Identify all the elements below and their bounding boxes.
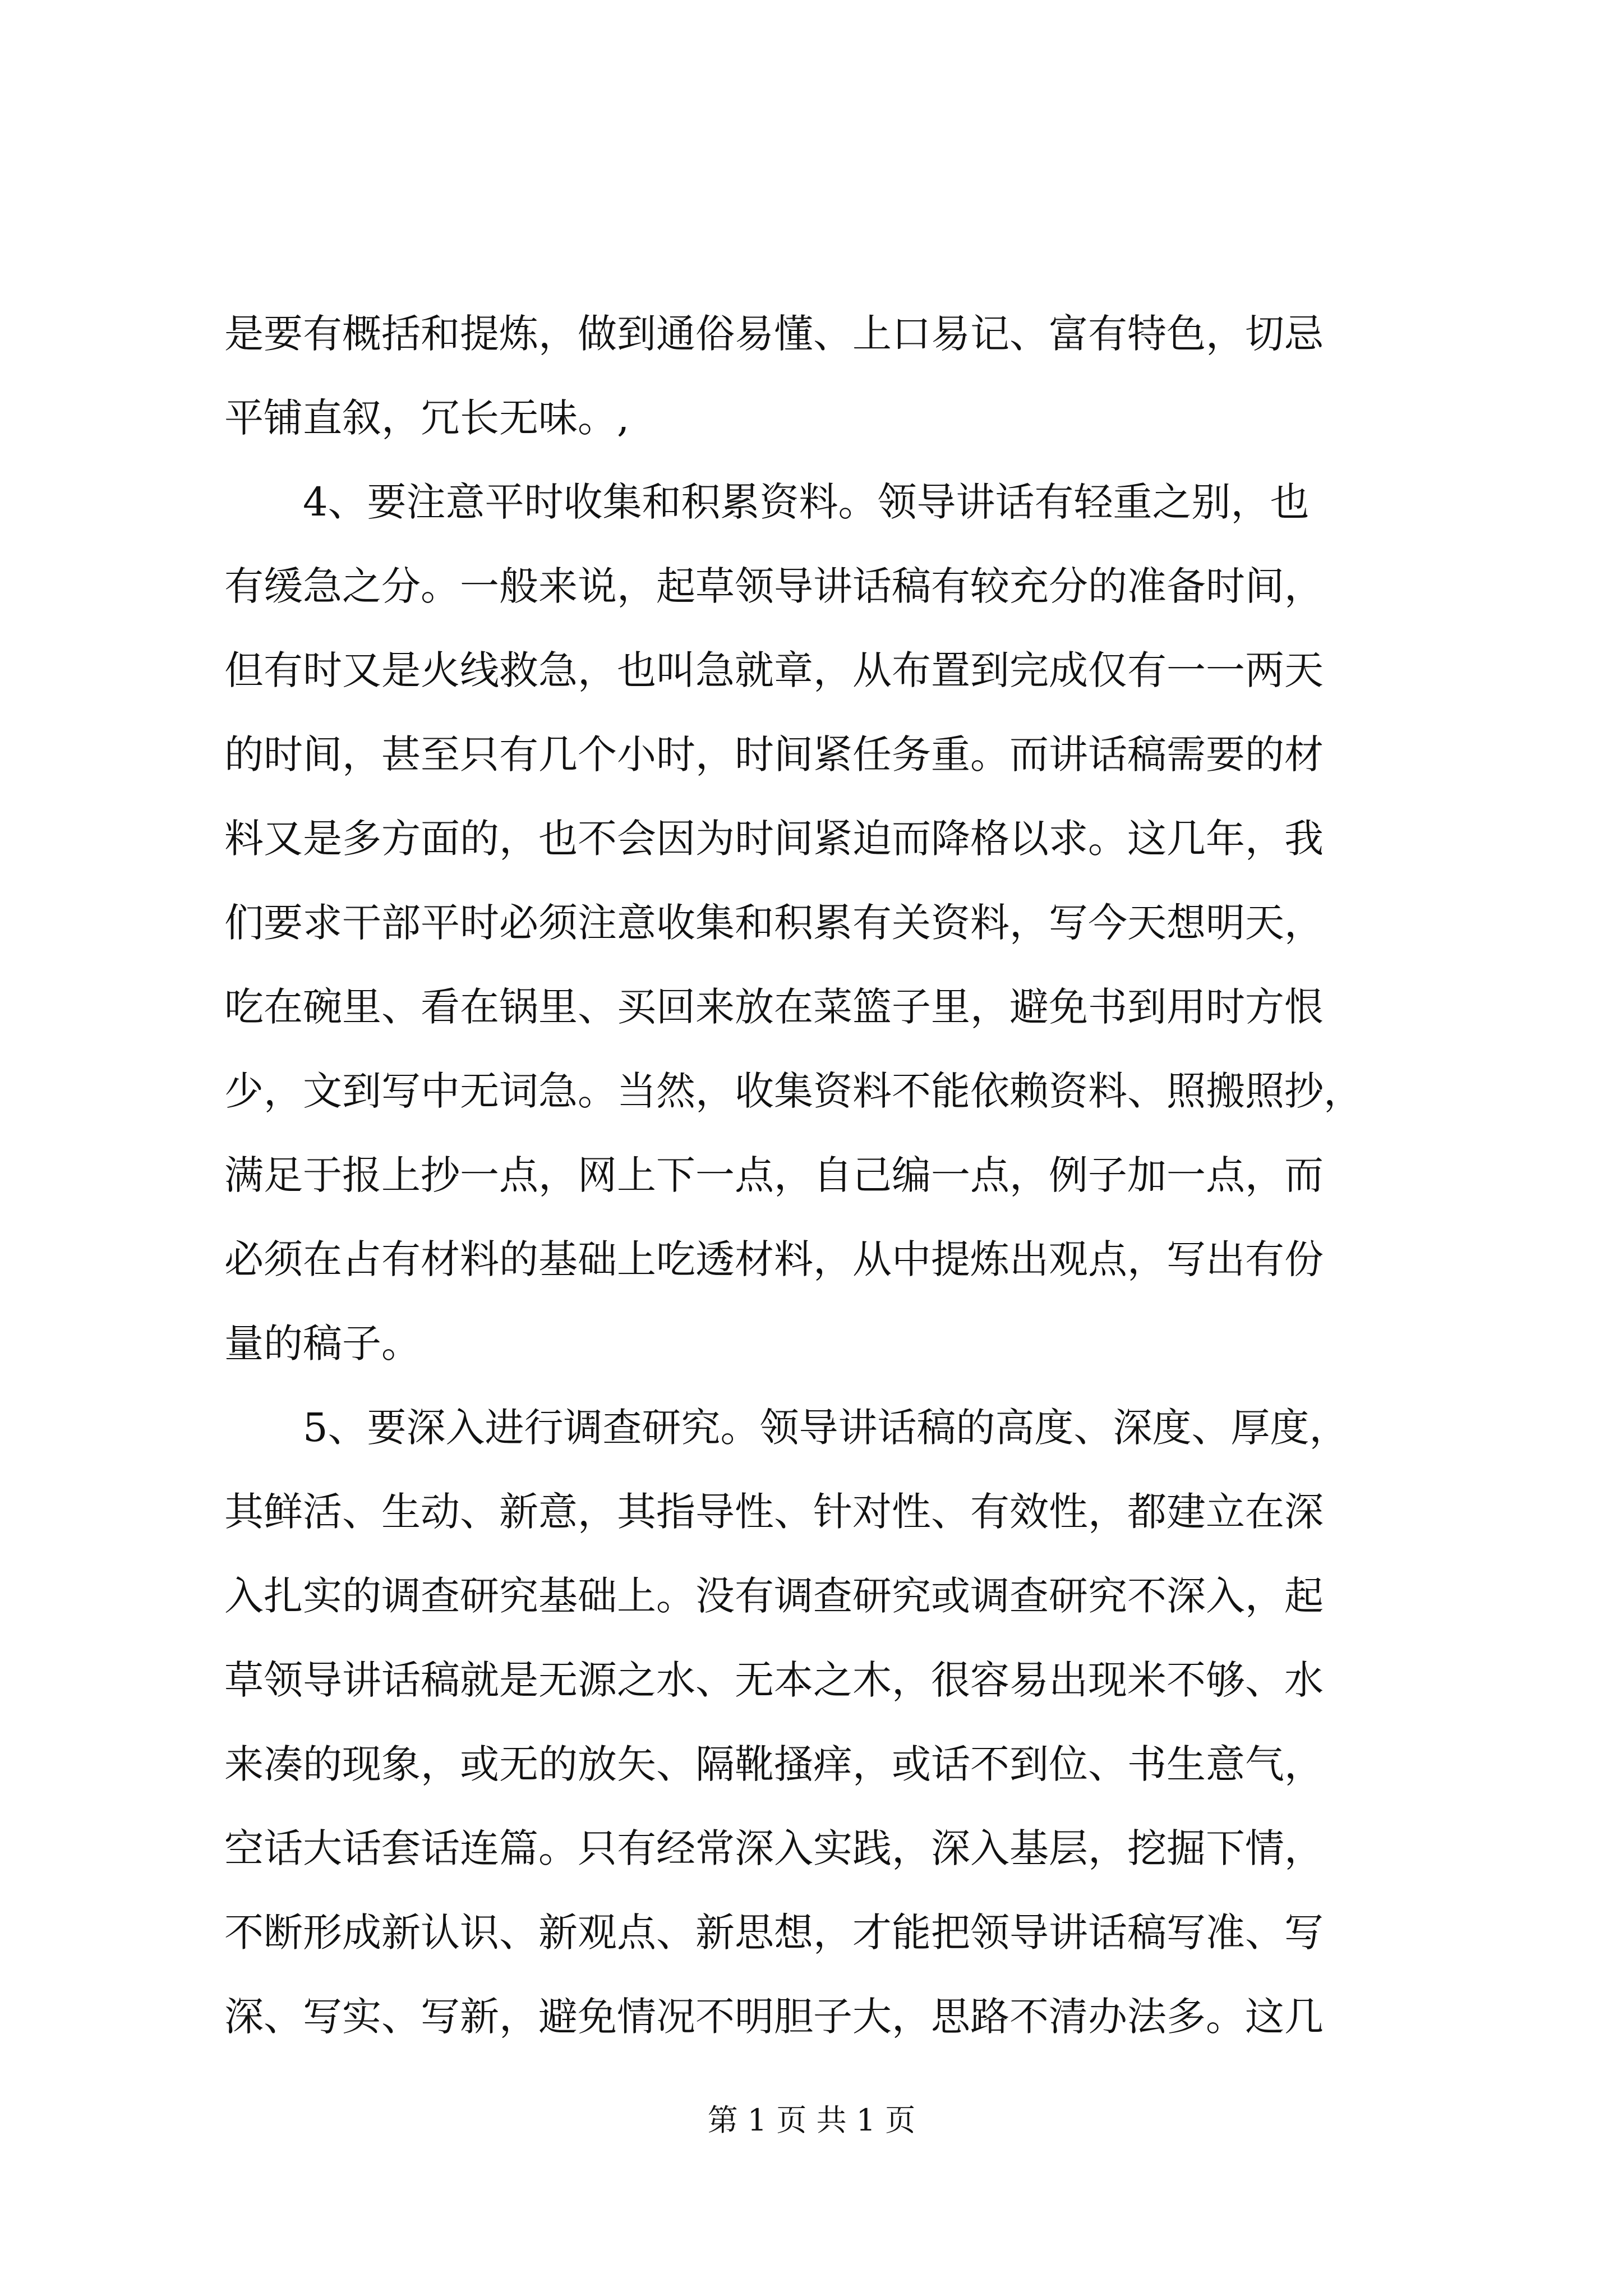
text-line: 吃在碗里、看在锅里、买回来放在菜篮子里，避免书到用时方恨 [224,984,1324,1030]
text-line: 入扎实的调查研究基础上。没有调查研究或调查研究不深入，起 [224,1573,1324,1619]
text-line: 少，文到写中无词急。当然，收集资料不能依赖资料、照搬照抄， [224,1068,1363,1114]
text-line: 是要有概括和提炼，做到通俗易懂、上口易记、富有特色，切忌 [224,311,1324,357]
text-line: 不断形成新认识、新观点、新思想，才能把领导讲话稿写准、写 [224,1910,1324,1955]
page-footer: 第 1 页 共 1 页 [707,2102,916,2138]
text-line: 其鲜活、生动、新意，其指导性、针对性、有效性，都建立在深 [224,1489,1324,1535]
text-line: 必须在占有材料的基础上吃透材料，从中提炼出观点，写出有份 [224,1236,1324,1282]
text-line: 深、写实、写新，避免情况不明胆子大，思路不清办法多。这几 [224,1994,1324,2040]
text-line: 的时间，甚至只有几个小时，时间紧任务重。而讲话稿需要的材 [224,731,1324,777]
text-line: 料又是多方面的，也不会因为时间紧迫而降格以求。这几年，我 [224,816,1324,862]
text-line: 量的稿子。 [224,1320,421,1366]
text-line: 草领导讲话稿就是无源之水、无本之木，很容易出现米不够、水 [224,1657,1324,1703]
text-line: 平铺直叙，冗长无味。, [224,395,630,441]
text-line: 空话大话套话连篇。只有经常深入实践，深入基层，挖掘下情， [224,1825,1324,1871]
text-line: 来凑的现象，或无的放矢、隔靴搔痒，或话不到位、书生意气， [224,1741,1324,1787]
text-line: 但有时又是火线救急，也叫急就章，从布置到完成仅有一一两天 [224,647,1324,693]
text-line: 们要求干部平时必须注意收集和积累有关资料，写今天想明天， [224,900,1324,946]
text-line: 5、要深入进行调查研究。领导讲话稿的高度、深度、厚度， [224,1405,1349,1451]
text-line: 满足于报上抄一点，网上下一点，自己编一点，例子加一点，而 [224,1152,1324,1198]
text-line: 有缓急之分。一般来说，起草领导讲话稿有较充分的准备时间， [224,563,1324,609]
text-line: 4、要注意平时收集和积累资料。领导讲话有轻重之别，也 [224,479,1310,525]
